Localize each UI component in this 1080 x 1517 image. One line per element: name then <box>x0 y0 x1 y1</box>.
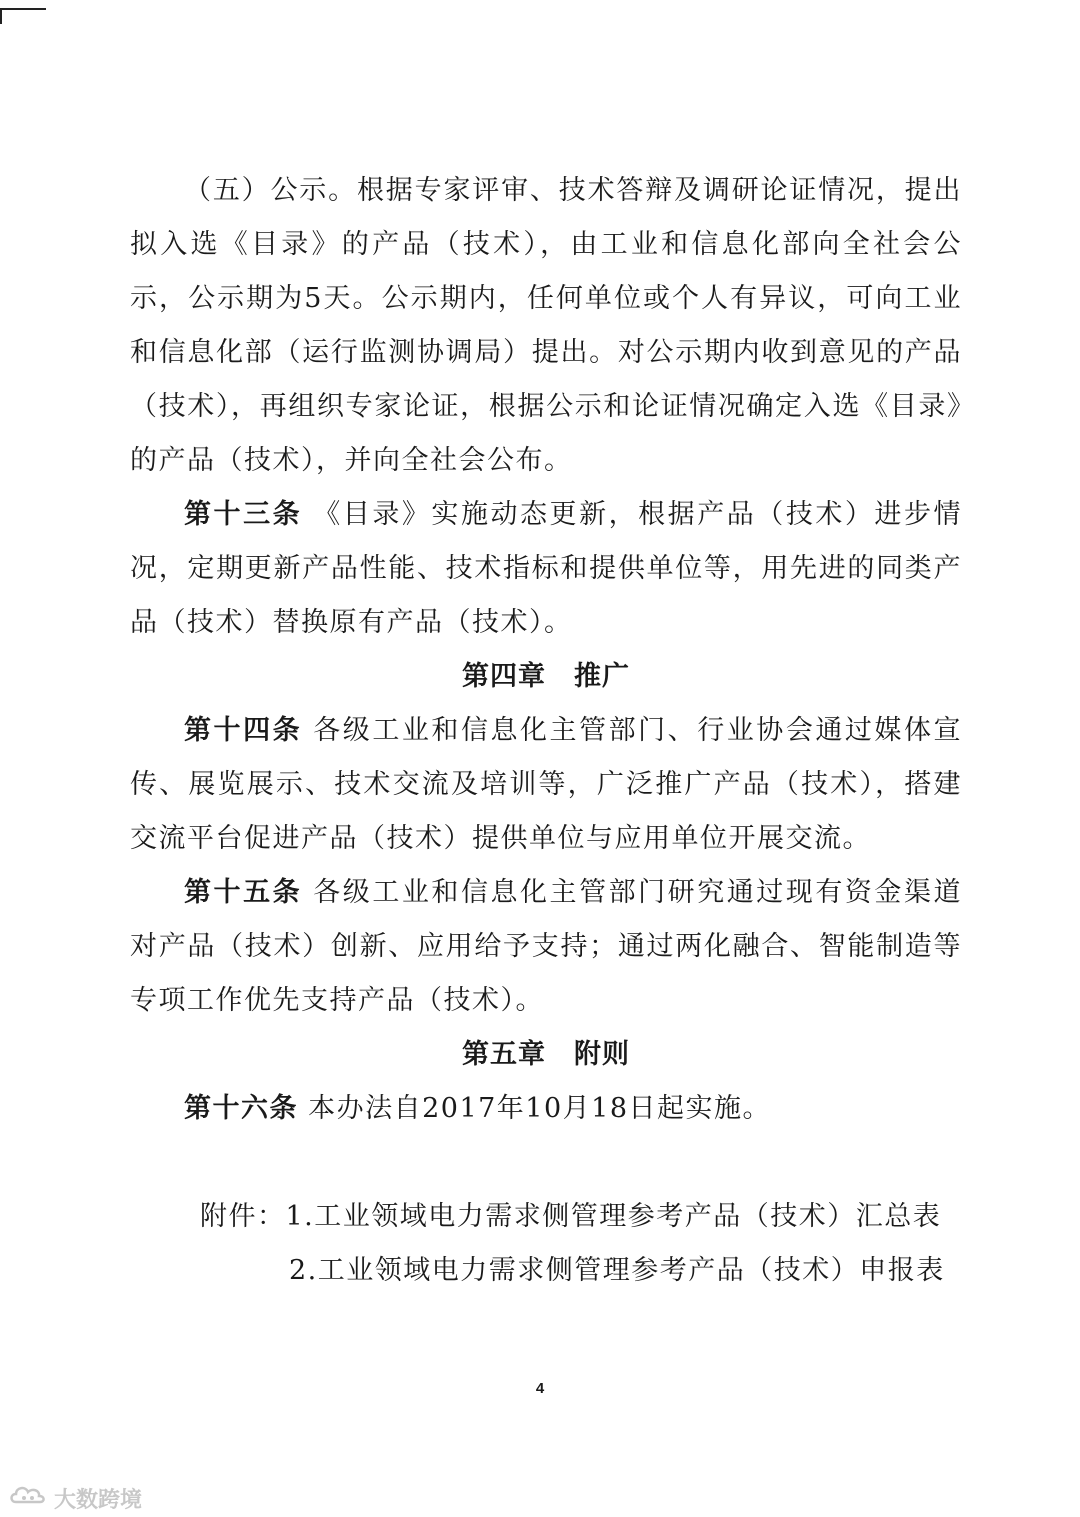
article-14-text: 各级工业和信息化主管部门、行业协会通过媒体宣传、展览展示、技术交流及培训等，广泛推广产品（技术），搭建交流平台促进产品（技术）提供单位与应用单位开展交流。 <box>130 715 962 854</box>
article-16-heading: 第十六条 <box>184 1093 298 1124</box>
paragraph-item-5: （五）公示。根据专家评审、技术答辩及调研论证情况，提出拟入选《目录》的产品（技术），由工业和信息化部向全社会公示，公示期为5天。公示期内，任何单位或个人有异议，可向工业和信息化部（运行监测协调局）提出。对公示期内收到意见的产品（技术），再组织专家论证，根据公示和论证情况确定入选《目录》的产品（技术），并向全社会公布。 <box>130 175 962 476</box>
watermark <box>8 1484 142 1512</box>
watermark-text: 大数跨境 <box>54 1487 143 1513</box>
attachments-label: 附件： <box>200 1201 286 1232</box>
attachment-2: 2.工业领域电力需求侧管理参考产品（技术）申报表 <box>289 1255 945 1286</box>
scan-corner-mark <box>0 8 46 24</box>
cloud-logo-icon <box>8 1482 48 1514</box>
article-13-text: 《目录》实施动态更新，根据产品（技术）进步情况，定期更新产品性能、技术指标和提供单位等，用先进的同类产品（技术）替换原有产品（技术）。 <box>130 499 962 638</box>
article-13-heading: 第十三条 <box>184 499 303 530</box>
article-13 <box>130 488 962 650</box>
document-body <box>130 164 962 1298</box>
article-15-heading: 第十五条 <box>184 877 303 908</box>
page-number: 4 <box>535 1380 545 1397</box>
attachment-item <box>130 1190 962 1244</box>
article-15 <box>130 866 962 1028</box>
article-16 <box>130 1082 962 1136</box>
spacer <box>130 1136 962 1190</box>
attachment-1: 1.工业领域电力需求侧管理参考产品（技术）汇总表 <box>285 1201 942 1232</box>
article-15-text: 各级工业和信息化主管部门研究通过现有资金渠道对产品（技术）创新、应用给予支持；通过两化融合、智能制造等专项工作优先支持产品（技术）。 <box>130 877 962 1016</box>
article-14-heading: 第十四条 <box>184 715 303 746</box>
article-16-text: 本办法自2017年10月18日起实施。 <box>308 1093 772 1124</box>
attachment-item <box>130 1244 962 1298</box>
chapter-5-title: 第五章 附则 <box>462 1039 630 1070</box>
article-14 <box>130 704 962 866</box>
chapter-4-title: 第四章 推广 <box>462 661 630 692</box>
